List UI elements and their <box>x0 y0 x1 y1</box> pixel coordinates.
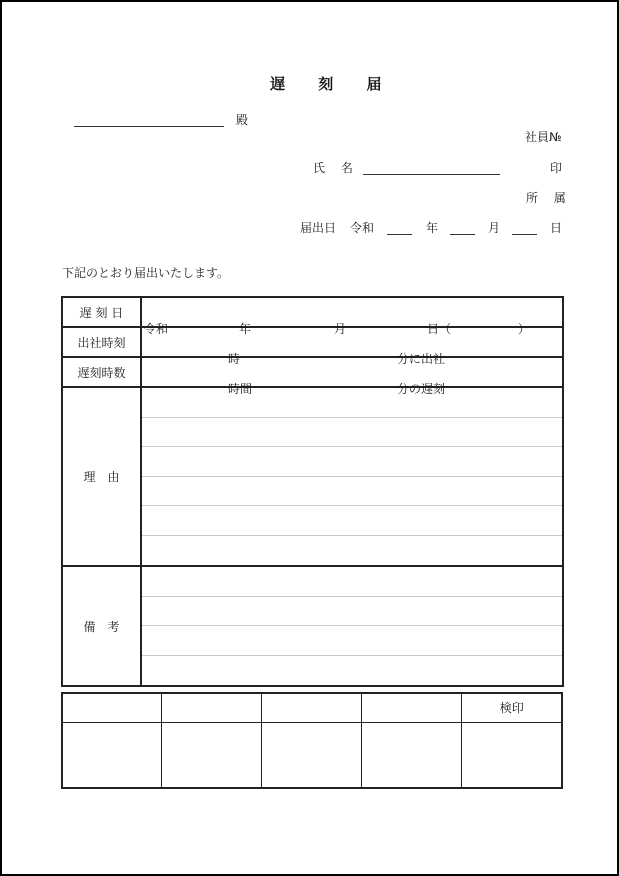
stamp-header-row <box>62 693 562 722</box>
late-date-label: 遅 刻 日 <box>62 297 141 327</box>
employee-no-label: 社員№ <box>525 130 562 144</box>
filing-date-label: 届出日 <box>300 221 337 235</box>
inspection-label: 検印 <box>462 693 562 722</box>
late-date-month: 月 <box>334 322 347 336</box>
stamp-box[interactable] <box>162 722 262 788</box>
late-date-era: 令和 <box>144 322 169 336</box>
remarks-label: 備 考 <box>62 566 141 686</box>
remarks-field[interactable] <box>141 566 563 686</box>
duration-minutes-label: 分の遅刻 <box>397 382 446 396</box>
reason-lines <box>142 388 562 565</box>
stamp-header-cell <box>162 693 262 722</box>
intro-text: 下記のとおり届出いたします。 <box>62 266 230 280</box>
stamp-box[interactable] <box>362 722 462 788</box>
addressee-suffix: 殿 <box>236 113 249 127</box>
arrival-time-row <box>62 327 563 357</box>
filing-month-label: 月 <box>488 221 501 235</box>
stamp-header-cell <box>362 693 462 722</box>
late-date-close: ） <box>518 322 531 336</box>
late-date-field[interactable] <box>141 297 563 336</box>
seal-label: 印 <box>550 161 563 175</box>
late-date-day: 日（ <box>427 322 452 336</box>
stamp-box-row <box>62 722 562 788</box>
arrival-hour-label: 時 <box>228 352 241 366</box>
approval-stamp-table <box>61 692 563 789</box>
late-duration-label: 遅刻時数 <box>62 357 141 387</box>
arrival-time-field[interactable] <box>141 327 563 366</box>
inspection-stamp-box[interactable] <box>462 722 562 788</box>
stamp-box[interactable] <box>262 722 362 788</box>
filing-era: 令和 <box>350 221 375 235</box>
reason-label: 理 由 <box>62 387 141 566</box>
late-date-row <box>62 297 563 327</box>
form-title: 遅 刻 届 <box>270 75 396 93</box>
name-label: 氏 名 <box>313 161 359 175</box>
arrival-time-label: 出社時刻 <box>62 327 141 357</box>
filing-day-label: 日 <box>550 221 563 235</box>
duration-hours-label: 時間 <box>228 382 253 396</box>
stamp-box[interactable] <box>62 722 162 788</box>
reason-row <box>62 387 563 566</box>
filing-year-label: 年 <box>426 221 439 235</box>
late-duration-field[interactable] <box>141 357 563 396</box>
late-duration-row <box>62 357 563 387</box>
late-date-year: 年 <box>239 322 252 336</box>
filing-month-line[interactable] <box>450 234 475 235</box>
late-detail-table <box>61 296 564 687</box>
filing-day-line[interactable] <box>512 234 537 235</box>
arrival-minute-label: 分に出社 <box>397 352 446 366</box>
department-label: 所 属 <box>526 191 572 205</box>
remarks-lines <box>142 567 562 685</box>
stamp-header-cell <box>262 693 362 722</box>
filing-year-line[interactable] <box>387 234 412 235</box>
stamp-header-cell <box>62 693 162 722</box>
remarks-row <box>62 566 563 686</box>
name-line[interactable] <box>363 174 500 175</box>
addressee-line[interactable] <box>74 126 224 127</box>
reason-field[interactable] <box>141 387 563 566</box>
